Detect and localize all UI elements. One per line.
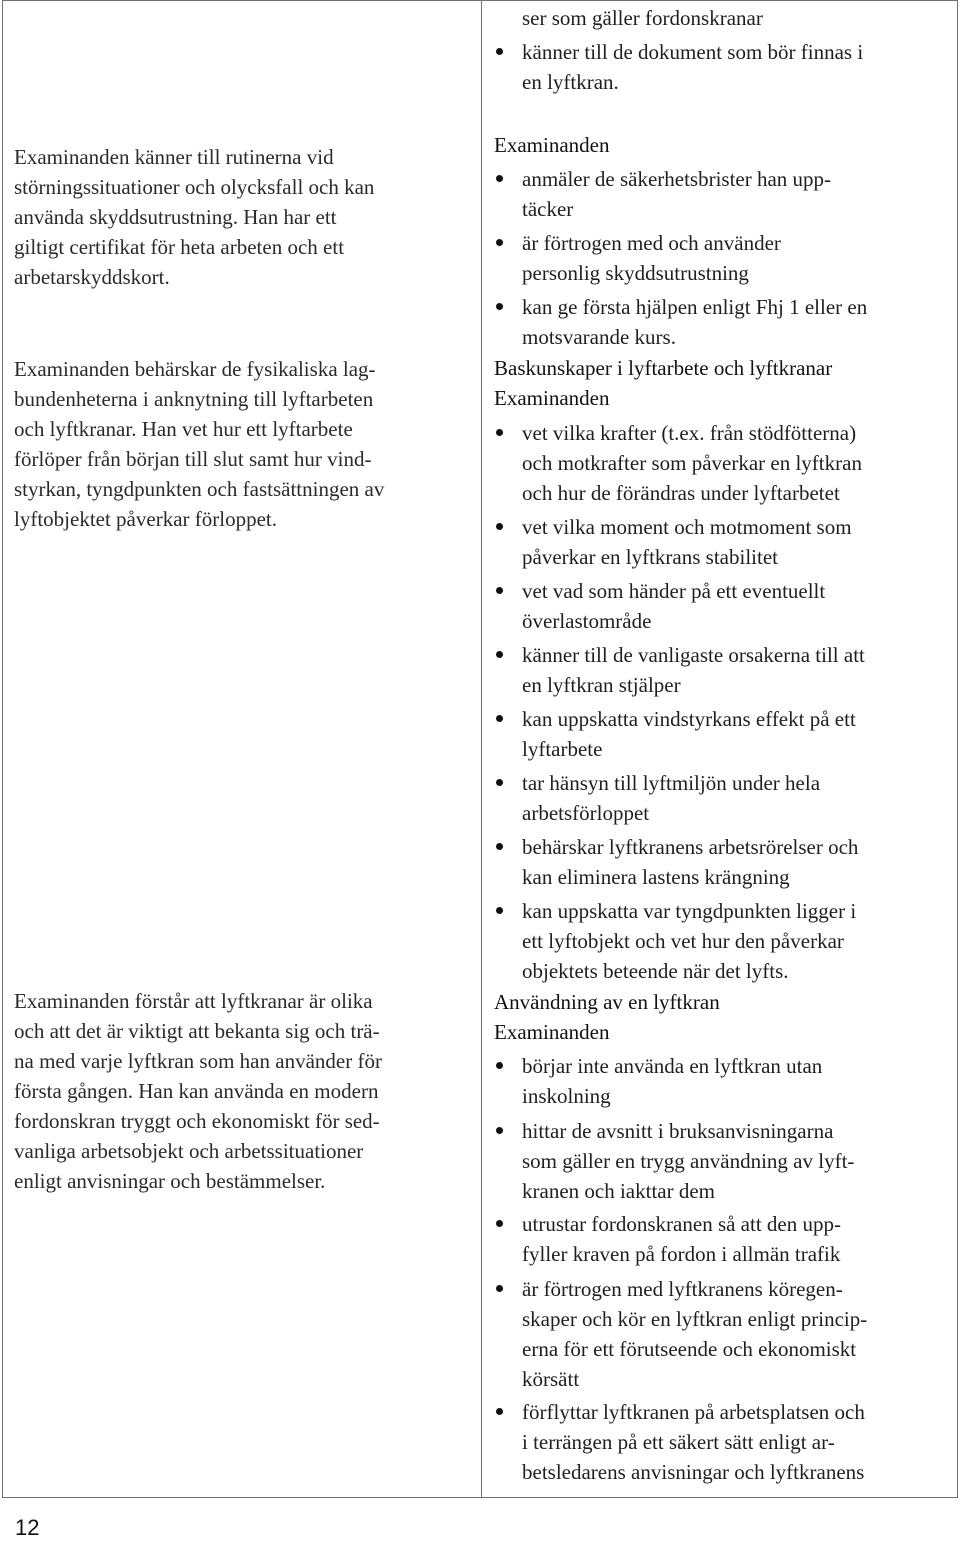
- list-item: vet vad som händer på ett eventuellt överlastområde: [494, 576, 952, 636]
- list-item: är förtrogen med lyftkranens köregen- skaper och kör en lyftkran enligt princip- erna för ett förutseende och ekonomiskt körsätt: [494, 1274, 952, 1394]
- bullet-icon: [496, 1127, 503, 1134]
- bullet-icon: [496, 175, 503, 182]
- bullet-icon: [496, 1220, 503, 1227]
- paragraph-physics: Examinanden behärskar de fysikaliska lag- bundenheterna i anknytning till lyftarbeten och lyftkranar. Han vet hur ett lyftarbete förlöper från början till slut samt hur vind- styrkan, tyngdpunkten och fastsättningen av lyftobjektet påverkar förloppet.: [14, 357, 385, 531]
- bullet-icon: [496, 651, 503, 658]
- list-item: är förtrogen med och använder personlig skyddsutrustning: [494, 228, 952, 288]
- paragraph-crane-usage: Examinanden förstår att lyftkranar är olika och att det är viktigt att bekanta sig och trä- na med varje lyftkran som han använder för första gången. Han kan använda en modern fordonskran tryggt och ekonomiskt för sed- vanliga arbetsobjekt och arbetssituationer enligt anvisningar och bestämmelser.: [14, 989, 382, 1193]
- list-item: förflyttar lyftkranen på arbetsplatsen och i terrängen på ett säkert sätt enligt ar- betsledarens anvisningar och lyftkranens: [494, 1397, 952, 1487]
- paragraph-safety-routines: Examinanden känner till rutinerna vid störningssituationer och olycksfall och kan använda skyddsutrustning. Han har ett giltigt certifikat för heta arbeten och ett arbetarskyddskort.: [14, 145, 375, 289]
- bullet-icon: [496, 587, 503, 594]
- list-item: kan uppskatta vindstyrkans effekt på ett lyftarbete: [494, 704, 952, 764]
- bullet-icon: [496, 48, 503, 55]
- bullet-icon: [496, 843, 503, 850]
- list-item: känner till de vanligaste orsakerna till att en lyftkran stjälper: [494, 640, 952, 700]
- bullet-icon: [496, 715, 503, 722]
- bullet-icon: [496, 779, 503, 786]
- list-item: vet vilka moment och motmoment som påverkar en lyftkrans stabilitet: [494, 512, 952, 572]
- bullet-icon: [496, 1285, 503, 1292]
- list-item: anmäler de säkerhetsbrister han upp- täcker: [494, 164, 952, 224]
- page-number: 12: [15, 1515, 40, 1540]
- section-heading: Examinanden: [494, 133, 610, 157]
- bullet-icon: [496, 1062, 503, 1069]
- section-heading: Examinanden: [494, 1020, 610, 1044]
- list-item: kan uppskatta var tyngdpunkten ligger i ett lyftobjekt och vet hur den påverkar objektets beteende när det lyfts.: [494, 896, 952, 986]
- list-item: känner till de dokument som bör finnas i en lyftkran.: [494, 37, 952, 97]
- list-item: börjar inte använda en lyftkran utan inskolning: [494, 1051, 952, 1111]
- bullet-icon: [496, 907, 503, 914]
- bullet-icon: [496, 1408, 503, 1415]
- list-item: behärskar lyftkranens arbetsrörelser och kan eliminera lastens krängning: [494, 832, 952, 892]
- bullet-icon: [496, 523, 503, 530]
- list-item: tar hänsyn till lyftmiljön under hela arbetsförloppet: [494, 768, 952, 828]
- bullet-icon: [496, 429, 503, 436]
- continued-text: ser som gäller fordonskranar: [522, 6, 763, 30]
- bullet-icon: [496, 303, 503, 310]
- list-item: hittar de avsnitt i bruksanvisningarna som gäller en trygg användning av lyft- kranen och iakttar dem: [494, 1116, 952, 1206]
- list-item: utrustar fordonskranen så att den upp- fyller kraven på fordon i allmän trafik: [494, 1209, 952, 1269]
- list-item: vet vilka krafter (t.ex. från stödfötterna) och motkrafter som påverkar en lyftkran och hur de förändras under lyftarbetet: [494, 418, 952, 508]
- list-item: kan ge första hjälpen enligt Fhj 1 eller en motsvarande kurs.: [494, 292, 952, 352]
- section-title-basic-knowledge: Baskunskaper i lyftarbete och lyftkranar: [494, 356, 833, 380]
- section-title-crane-usage: Användning av en lyftkran: [494, 990, 720, 1014]
- section-heading: Examinanden: [494, 386, 610, 410]
- bullet-icon: [496, 239, 503, 246]
- column-divider: [481, 0, 482, 1498]
